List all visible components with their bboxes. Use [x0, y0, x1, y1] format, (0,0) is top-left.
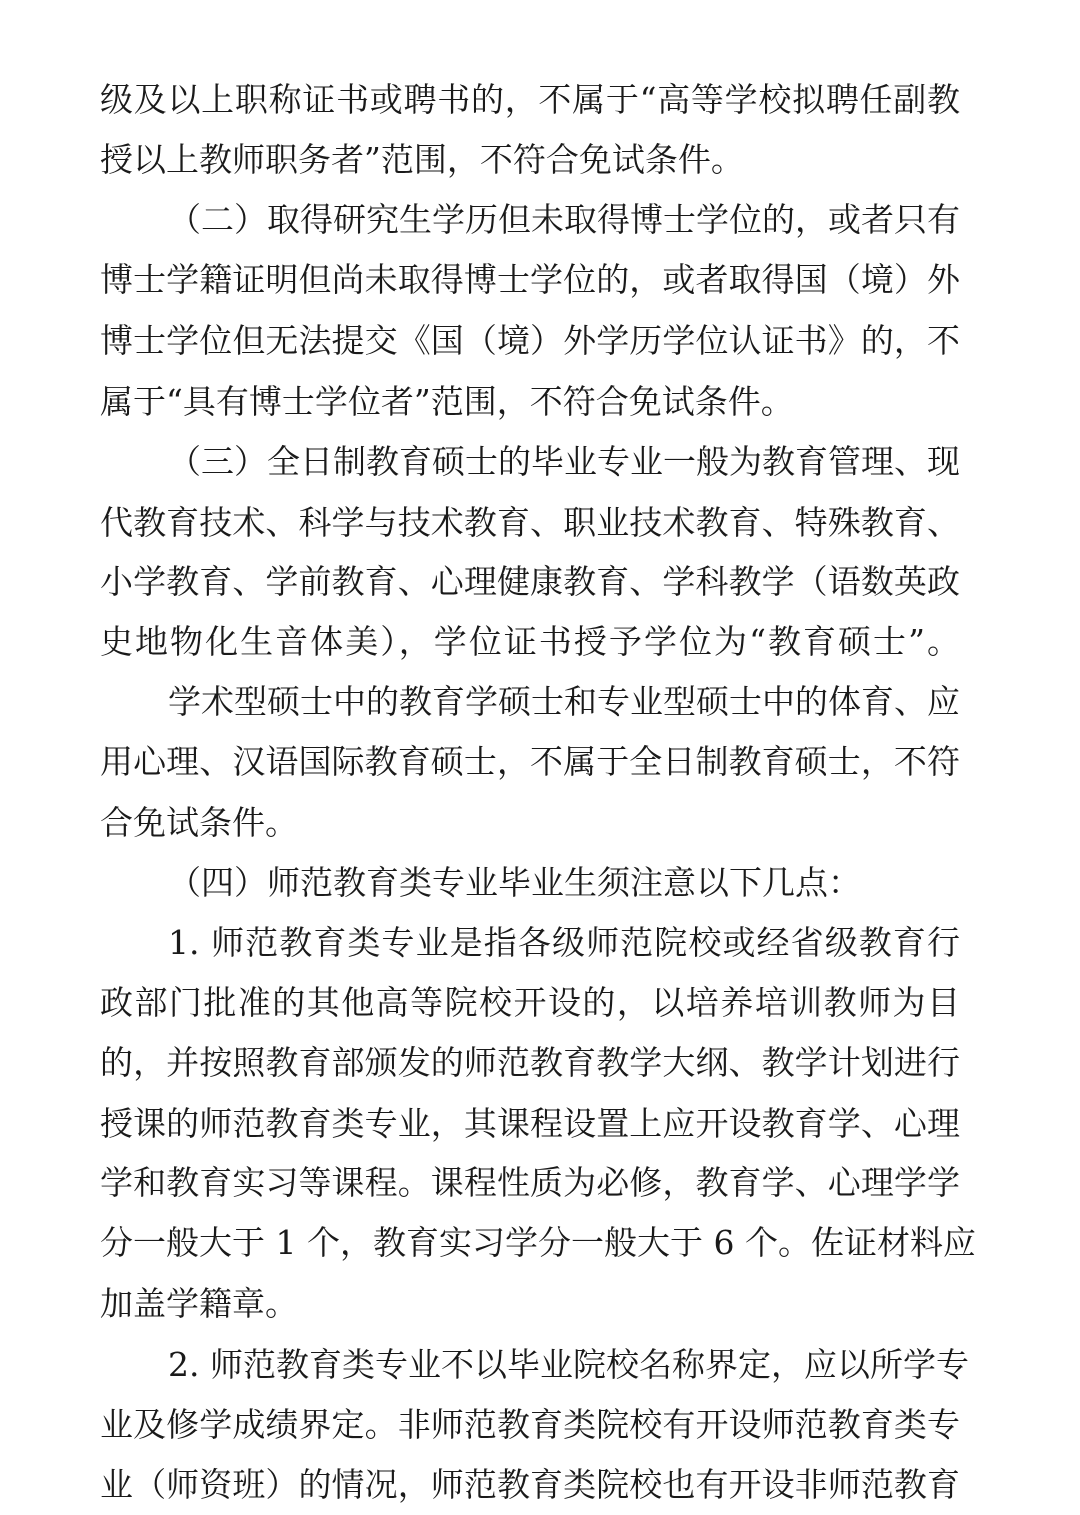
text-line-17: 的，并按照教育部颁发的师范教育教学大纲、教学计划进行 [100, 1043, 960, 1082]
text-line-18: 授课的师范教育类专业，其课程设置上应开设教育学、心理 [100, 1104, 960, 1143]
text-line-16: 政部门批准的其他高等院校开设的，以培养培训教师为目 [100, 983, 960, 1022]
text-line-1: 级及以上职称证书或聘书的，不属于“高等学校拟聘任副教 [100, 80, 960, 119]
text-line-19: 学和教育实习等课程。课程性质为必修，教育学、心理学学 [100, 1163, 960, 1202]
text-line-23: 业及修学成绩界定。非师范教育类院校有开设师范教育类专 [100, 1405, 960, 1444]
text-line-21: 加盖学籍章。 [100, 1284, 298, 1323]
text-line-4: 博士学籍证明但尚未取得博士学位的，或者取得国（境）外 [100, 260, 960, 299]
text-line-14: （四）师范教育类专业毕业生须注意以下几点： [168, 863, 861, 902]
text-line-11: 学术型硕士中的教育学硕士和专业型硕士中的体育、应 [168, 682, 960, 721]
text-line-9: 小学教育、学前教育、心理健康教育、学科教学（语数英政 [100, 562, 960, 601]
text-line-7: （三）全日制教育硕士的毕业专业一般为教育管理、现 [168, 442, 960, 481]
text-line-5: 博士学位但无法提交《国（境）外学历学位认证书》的，不 [100, 321, 960, 360]
text-line-3: （二）取得研究生学历但未取得博士学位的，或者只有 [168, 200, 960, 239]
text-line-10: 史地物化生音体美），学位证书授予学位为“教育硕士”。 [100, 622, 960, 661]
text-line-22: 2. 师范教育类专业不以毕业院校名称界定，应以所学专 [168, 1345, 969, 1384]
text-line-20: 分一般大于 1 个，教育实习学分一般大于 6 个。佐证材料应 [100, 1223, 976, 1262]
text-line-6: 属于“具有博士学位者”范围，不符合免试条件。 [100, 382, 794, 421]
text-line-13: 合免试条件。 [100, 803, 298, 842]
text-line-24: 业（师资班）的情况，师范教育类院校也有开设非师范教育 [100, 1465, 960, 1504]
text-line-15: 1. 师范教育类专业是指各级师范院校或经省级教育行 [168, 923, 960, 962]
text-line-12: 用心理、汉语国际教育硕士，不属于全日制教育硕士，不符 [100, 742, 960, 781]
text-line-8: 代教育技术、科学与技术教育、职业技术教育、特殊教育、 [100, 503, 960, 542]
text-line-2: 授以上教师职务者”范围，不符合免试条件。 [100, 140, 744, 179]
